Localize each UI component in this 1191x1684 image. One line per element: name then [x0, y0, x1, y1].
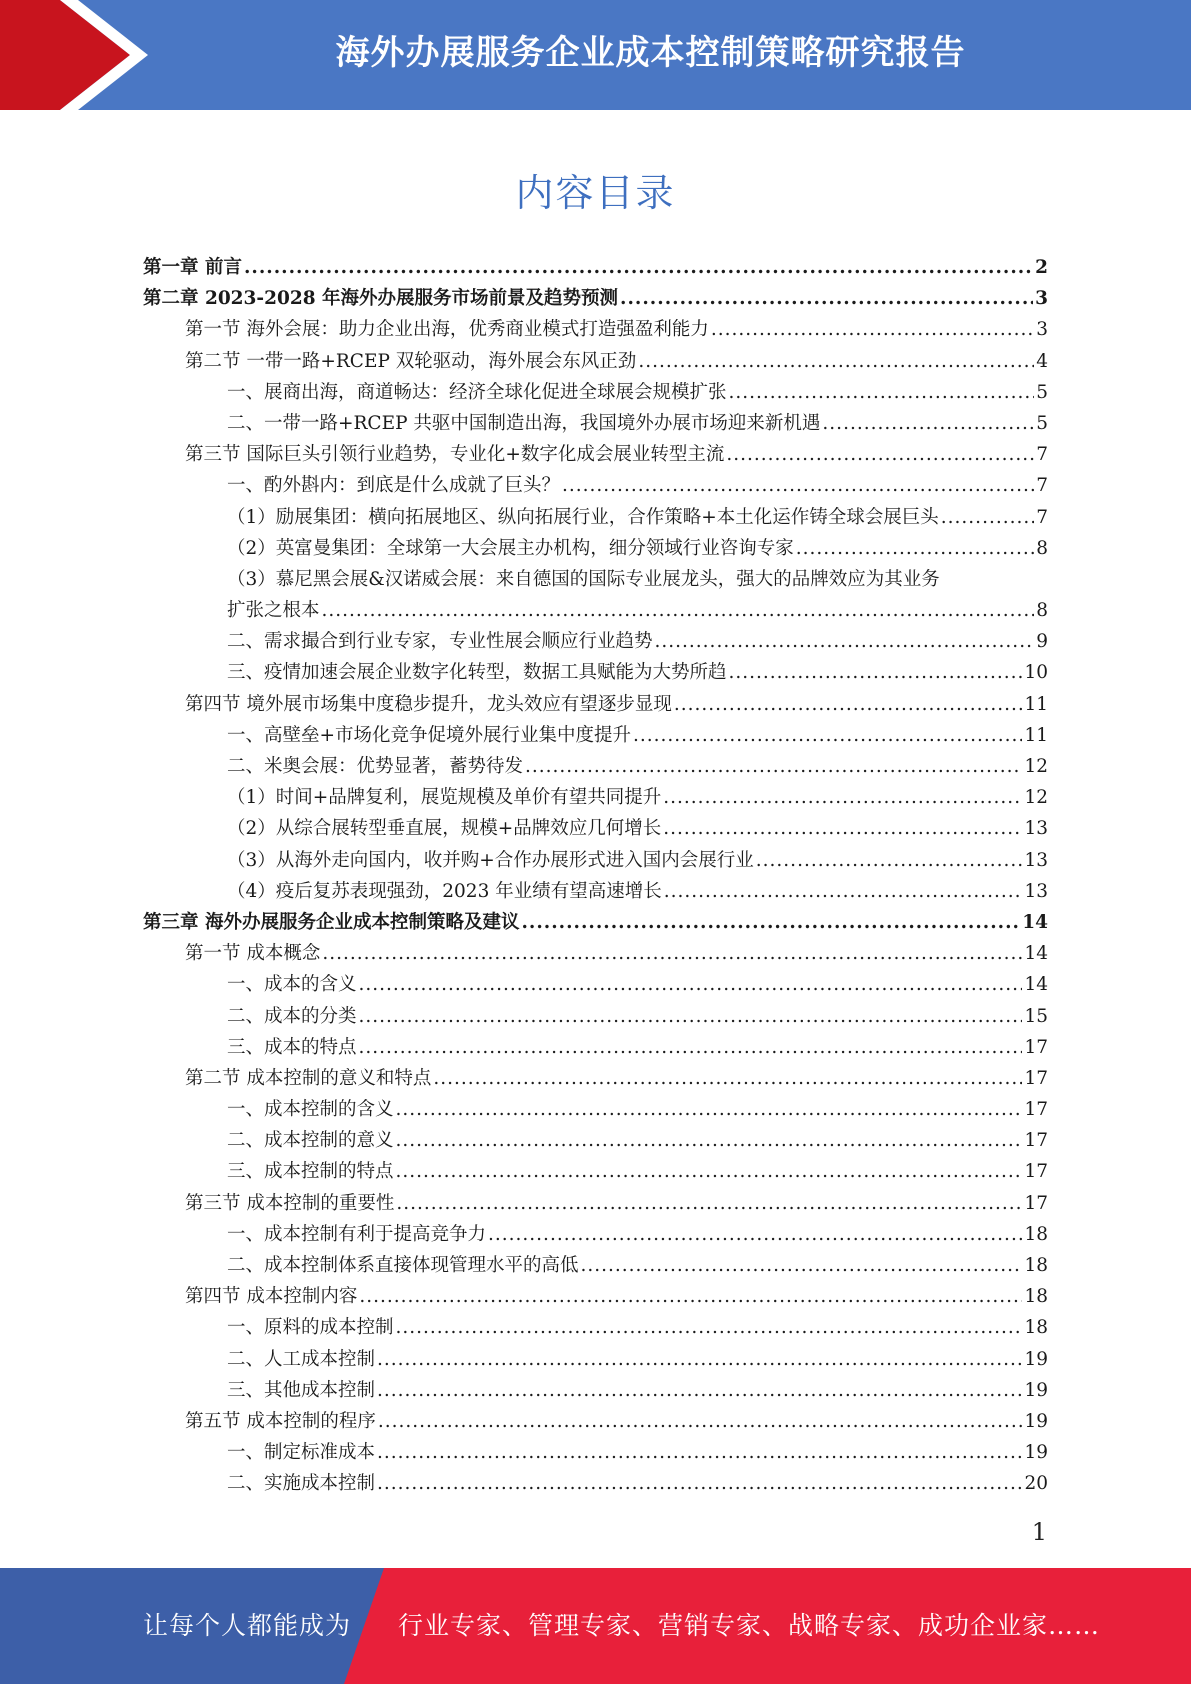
toc-entry[interactable]	[143, 1125, 1048, 1156]
toc-entry[interactable]	[143, 689, 1048, 720]
toc-entry[interactable]	[143, 813, 1048, 844]
toc-leader-dots	[377, 1375, 1022, 1406]
toc-entry[interactable]	[143, 1468, 1048, 1499]
toc-entry[interactable]	[143, 470, 1048, 501]
toc-leader-dots	[663, 813, 1022, 844]
toc-entry-page: 18	[1024, 1223, 1048, 1245]
toc-entry-page: 8	[1036, 537, 1048, 559]
toc-entry-page: 19	[1024, 1379, 1048, 1401]
toc-entry-title: 一、成本控制的含义	[227, 1099, 394, 1121]
toc-entry-title: 第二节 成本控制的意义和特点	[185, 1067, 432, 1089]
toc-entry-page: 15	[1024, 1005, 1048, 1027]
toc-leader-dots	[756, 845, 1023, 876]
toc-leader-dots	[396, 1094, 1023, 1125]
toc-entry-title: （4）疫后复苏表现强劲，2023 年业绩有望高速增长	[227, 880, 662, 902]
toc-entry-title: 三、成本控制的特点	[227, 1161, 394, 1183]
toc-entry-title: （1）时间+品牌复利，展览规模及单价有望共同提升	[227, 787, 662, 809]
toc-entry-page: 18	[1024, 1286, 1048, 1308]
toc-entry-title: 第五节 成本控制的程序	[185, 1410, 376, 1432]
toc-entry[interactable]	[143, 845, 1048, 876]
toc-entry[interactable]	[143, 1219, 1048, 1250]
report-header	[0, 0, 1191, 110]
toc-leader-dots	[729, 377, 1035, 408]
toc-entry-page: 2	[1035, 257, 1048, 278]
toc-entry[interactable]	[143, 782, 1048, 813]
toc-leader-dots	[655, 626, 1035, 657]
toc-entry-page: 12	[1024, 756, 1048, 778]
toc-leader-dots	[711, 314, 1034, 345]
toc-leader-dots	[396, 1125, 1023, 1156]
toc-entry-page: 3	[1036, 319, 1048, 341]
toc-entry-page: 17	[1024, 1036, 1048, 1058]
toc-entry-page: 19	[1024, 1410, 1048, 1432]
toc-entry-title: 二、需求撮合到行业专家，专业性展会顺应行业趋势	[227, 631, 653, 653]
toc-leader-dots	[396, 1312, 1023, 1343]
toc-leader-dots	[322, 938, 1022, 969]
toc-leader-dots	[377, 1437, 1022, 1468]
toc-entry-title: 一、成本的含义	[227, 974, 357, 996]
toc-entry-title: 二、人工成本控制	[227, 1348, 376, 1370]
toc-entry-title: （2）英富曼集团：全球第一大会展主办机构，细分领域行业咨询专家	[227, 537, 794, 559]
toc-entry-page: 18	[1024, 1317, 1048, 1339]
toc-entry-page: 11	[1024, 724, 1048, 746]
toc-entry[interactable]	[143, 1437, 1048, 1468]
toc-entry-page: 9	[1036, 631, 1048, 653]
toc-entry[interactable]	[143, 938, 1048, 969]
toc-leader-dots	[377, 1344, 1022, 1375]
toc-entry-page: 8	[1036, 600, 1048, 622]
toc-leader-dots	[433, 1063, 1022, 1094]
toc-leader-dots	[562, 470, 1034, 501]
toc-entry[interactable]	[143, 283, 1048, 314]
footer-slogan-left: 让每个人都能成为	[143, 1611, 352, 1640]
toc-entry-page: 7	[1036, 444, 1048, 466]
toc-entry-title: 一、制定标准成本	[227, 1442, 376, 1464]
toc-leader-dots	[359, 1001, 1023, 1032]
page-number: 1	[1031, 1518, 1047, 1546]
toc-entry-title: 三、成本的特点	[227, 1036, 357, 1058]
toc-entry[interactable]	[143, 657, 1048, 688]
toc-entry-title: 一、成本控制有利于提高竞争力	[227, 1223, 487, 1245]
toc-entry-title: 第一节 成本概念	[185, 943, 321, 965]
toc-leader-dots	[377, 1468, 1022, 1499]
toc-entry-page: 5	[1036, 381, 1048, 403]
toc-entry[interactable]	[143, 1032, 1048, 1063]
toc-entry[interactable]	[143, 907, 1048, 938]
toc-entry-title: 二、实施成本控制	[227, 1473, 376, 1495]
toc-entry-title: 二、米奥会展：优势显著，蓄势待发	[227, 756, 524, 778]
toc-leader-dots	[729, 657, 1023, 688]
toc-entry[interactable]	[143, 1250, 1048, 1281]
table-of-contents	[143, 252, 1048, 1500]
report-title: 海外办展服务企业成本控制策略研究报告	[335, 33, 966, 73]
toc-entry-page: 19	[1024, 1348, 1048, 1370]
toc-entry-title: 三、其他成本控制	[227, 1379, 376, 1401]
toc-leader-dots	[638, 346, 1034, 377]
toc-leader-dots	[359, 969, 1023, 1000]
toc-entry-page: 17	[1024, 1161, 1048, 1183]
toc-entry-title: 二、成本控制体系直接体现管理水平的高低	[227, 1255, 579, 1277]
toc-entry[interactable]	[143, 1094, 1048, 1125]
toc-leader-dots	[322, 595, 1035, 626]
toc-entry-page: 12	[1024, 787, 1048, 809]
toc-entry-title: 第四节 成本控制内容	[185, 1286, 358, 1308]
toc-leader-dots	[378, 1406, 1023, 1437]
toc-entry[interactable]	[143, 314, 1048, 345]
toc-entry[interactable]	[143, 564, 1048, 626]
toc-leader-dots	[359, 1032, 1023, 1063]
toc-entry-title-continued: 扩张之根本	[227, 600, 320, 622]
toc-entry-title: 二、一带一路+RCEP 共驱中国制造出海，我国境外办展市场迎来新机遇	[227, 412, 821, 434]
toc-entry[interactable]	[143, 1281, 1048, 1312]
toc-entry-title: （2）从综合展转型垂直展，规模+品牌效应几何增长	[227, 818, 662, 840]
toc-entry-title: 一、酌外斟内：到底是什么成就了巨头？	[227, 475, 561, 497]
toc-entry-title: （1）励展集团：横向拓展地区、纵向拓展行业，合作策略+本土化运作铸全球会展巨头	[227, 506, 939, 528]
toc-entry-title: 第二节 一带一路+RCEP 双轮驱动，海外展会东风正劲	[185, 350, 637, 372]
toc-leader-dots	[674, 689, 1023, 720]
toc-entry-title: 一、原料的成本控制	[227, 1317, 394, 1339]
toc-leader-dots	[620, 283, 1033, 314]
toc-entry-title: 二、成本控制的意义	[227, 1130, 394, 1152]
toc-leader-dots	[633, 720, 1022, 751]
toc-entry-page: 13	[1024, 849, 1048, 871]
toc-entry-page: 13	[1024, 880, 1048, 902]
toc-entry[interactable]	[143, 1312, 1048, 1343]
toc-entry[interactable]	[143, 626, 1048, 657]
toc-leader-dots	[941, 502, 1034, 533]
toc-entry-title: 第一节 海外会展：助力企业出海，优秀商业模式打造强盈利能力	[185, 319, 709, 341]
toc-entry-page: 3	[1035, 288, 1048, 310]
toc-leader-dots	[822, 408, 1034, 439]
toc-heading: 内容目录	[515, 171, 676, 215]
toc-leader-dots	[396, 1188, 1022, 1219]
toc-entry[interactable]	[143, 408, 1048, 439]
toc-entry-title: 第三节 国际巨头引领行业趋势，专业化+数字化成会展业转型主流	[185, 444, 725, 466]
toc-entry[interactable]	[143, 252, 1048, 283]
toc-entry-title: （3）从海外走向国内，收并购+合作办展形式进入国内会展行业	[227, 849, 754, 871]
toc-entry[interactable]	[143, 720, 1048, 751]
toc-entry-page: 11	[1024, 693, 1048, 715]
report-footer	[0, 1568, 1191, 1684]
toc-entry[interactable]	[143, 1156, 1048, 1187]
toc-entry[interactable]	[143, 1375, 1048, 1406]
toc-entry-title: 一、展商出海，商道畅达：经济全球化促进全球展会规模扩张	[227, 381, 727, 403]
toc-entry[interactable]	[143, 533, 1048, 564]
toc-entry[interactable]	[143, 1001, 1048, 1032]
toc-entry-page: 14	[1024, 974, 1048, 996]
toc-entry-page: 5	[1036, 412, 1048, 434]
toc-entry-page: 4	[1036, 350, 1048, 372]
toc-entry-page: 14	[1022, 911, 1048, 933]
toc-entry[interactable]	[143, 1063, 1048, 1094]
toc-entry[interactable]	[143, 1406, 1048, 1437]
header-arrow-decoration	[0, 0, 160, 110]
toc-entry-title: 一、高壁垒+市场化竞争促境外展行业集中度提升	[227, 724, 632, 746]
toc-entry-page: 13	[1024, 818, 1048, 840]
toc-entry-page: 7	[1036, 475, 1048, 497]
toc-entry-page: 17	[1024, 1099, 1048, 1121]
toc-entry-page: 19	[1024, 1442, 1048, 1464]
toc-entry-page: 7	[1036, 506, 1048, 528]
toc-leader-dots	[525, 751, 1022, 782]
toc-entry-page: 20	[1024, 1473, 1048, 1495]
toc-entry[interactable]	[143, 751, 1048, 782]
toc-entry-title: 第三章 海外办展服务企业成本控制策略及建议	[143, 911, 520, 933]
footer-slogan-right: 行业专家、管理专家、营销专家、战略专家、成功企业家……	[398, 1611, 1101, 1640]
toc-leader-dots	[726, 439, 1034, 470]
toc-leader-dots	[244, 252, 1033, 283]
toc-entry-title: （3）慕尼黑会展&汉诺威会展：来自德国的国际专业展龙头，强大的品牌效应为其业务	[227, 568, 940, 590]
toc-entry[interactable]	[143, 1188, 1048, 1219]
toc-leader-dots	[663, 782, 1022, 813]
toc-leader-dots	[581, 1250, 1023, 1281]
toc-entry[interactable]	[143, 969, 1048, 1000]
toc-entry-page: 17	[1024, 1192, 1048, 1214]
toc-leader-dots	[359, 1281, 1022, 1312]
toc-leader-dots	[664, 876, 1023, 907]
toc-entry[interactable]	[143, 346, 1048, 377]
toc-entry[interactable]	[143, 876, 1048, 907]
toc-leader-dots	[488, 1219, 1022, 1250]
toc-entry-title: 三、疫情加速会展企业数字化转型，数据工具赋能为大势所趋	[227, 662, 727, 684]
toc-entry-page: 18	[1024, 1255, 1048, 1277]
toc-entry-title: 第二章 2023-2028 年海外办展服务市场前景及趋势预测	[143, 288, 619, 310]
toc-entry-title: 二、成本的分类	[227, 1005, 357, 1027]
toc-entry-page: 17	[1024, 1130, 1048, 1152]
toc-entry[interactable]	[143, 439, 1048, 470]
toc-entry-title: 第三节 成本控制的重要性	[185, 1192, 395, 1214]
toc-entry-title: 第一章 前言	[143, 257, 242, 278]
toc-entry[interactable]	[143, 1344, 1048, 1375]
toc-entry-page: 14	[1024, 943, 1048, 965]
toc-entry-page: 17	[1024, 1067, 1048, 1089]
toc-entry[interactable]	[143, 502, 1048, 533]
toc-leader-dots	[521, 907, 1020, 938]
toc-entry-page: 10	[1024, 662, 1048, 684]
toc-entry-title: 第四节 境外展市场集中度稳步提升，龙头效应有望逐步显现	[185, 693, 672, 715]
toc-entry[interactable]	[143, 377, 1048, 408]
toc-leader-dots	[796, 533, 1034, 564]
toc-leader-dots	[396, 1156, 1023, 1187]
